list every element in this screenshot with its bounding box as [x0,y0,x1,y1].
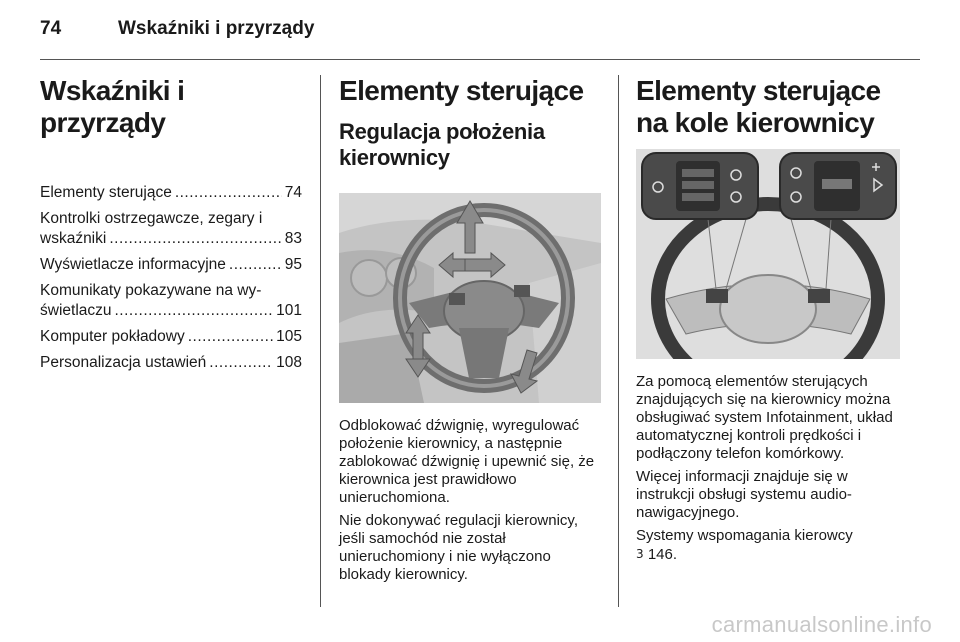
paragraph-driver-assist-ref [636,527,902,564]
toc-entry-title-line: Kontrolki ostrzegawcze, zegary i [40,210,263,227]
paragraph-adjust-instructions: Odblokować dźwignię, wyregulować położenie kierownicy, a następnie zablokować dźwignię i upewnić się, że kierownica jest prawidłowo unieruchomiona. [339,417,595,506]
watermark: carmanualsonline.info [711,612,932,637]
paragraph-audio-info: Więcej informacji znajduje się w instrukcji obsługi systemu audio-nawigacyjnego. [636,468,852,521]
paragraph-wheel-controls: Za pomocą elementów sterujących znajdujących się na kierownicy można obsługiwać system Infotainment, układ automatycznej kontroli prędkości i podłączony telefon komórkowy. [636,373,893,462]
section-heading: Elementy sterujące na kole kierownicy [636,75,881,138]
column-wheel-controls [636,75,902,564]
toc-entry-trip-computer[interactable] [40,327,302,347]
section-heading: Elementy sterujące [339,75,584,106]
column-steering-adjust [339,75,601,584]
toc-leader-dots [209,353,273,373]
steering-adjust-drawing [339,193,601,403]
toc-entry-title: Wyświetlacze informacyjne [40,256,226,273]
toc-entry-personalization[interactable] [40,353,302,373]
toc-entry-title: Elementy sterujące [40,184,172,201]
toc-entry-title-line: Komunikaty pokazywane na wy- [40,282,262,299]
toc-entry-page: 95 [284,256,302,273]
page-header [40,18,920,54]
toc-leader-dots [188,327,273,347]
column-divider-2 [618,75,619,607]
reference-page[interactable]: 146. [647,546,678,563]
toc-entry-line [40,183,302,203]
toc-leader-dots [115,301,274,321]
toc-entry-line [40,255,302,275]
toc-entry-line [40,353,302,373]
table-of-contents [40,183,302,373]
toc-entry-page: 108 [276,354,302,371]
header-title: Wskaźniki i przyrządy [118,18,315,39]
page-ref-icon: 3 [636,547,644,561]
toc-entry-line [40,327,302,347]
toc-entry-warning-lights[interactable] [40,209,302,249]
toc-entry-page: 83 [284,230,302,247]
toc-leader-dots [175,183,282,203]
toc-entry-page: 101 [276,302,302,319]
chapter-heading: Wskaźniki i przyrządy [40,75,185,138]
toc-entry-controls[interactable] [40,183,302,203]
wheel-controls-drawing [636,149,900,359]
toc-leader-dots [109,229,281,249]
toc-entry-title: świetlaczu [40,302,112,319]
toc-entry-page: 105 [276,328,302,345]
toc-entry-line [40,301,302,321]
toc-leader-dots [229,255,282,275]
toc-entry-title: wskaźniki [40,230,107,247]
toc-entry-messages[interactable] [40,281,302,321]
toc-entry-line [40,229,302,249]
steering-adjust-illustration [339,193,601,403]
toc-entry-title: Personalizacja ustawień [40,354,207,371]
toc-entry-info-displays[interactable] [40,255,302,275]
column-toc [40,75,302,379]
page-number: 74 [40,18,62,39]
toc-entry-page: 74 [284,184,302,201]
reference-text: Systemy wspomagania kierowcy [636,527,853,544]
subsection-heading: Regulacja położenia kierownicy [339,119,545,170]
paragraph-adjust-warning: Nie dokonywać regulacji kierownicy, jeśli samochód nie został unieruchomiony i nie wyłączono blokady kierownicy. [339,512,578,583]
column-divider-1 [320,75,321,607]
toc-entry-title: Komputer pokładowy [40,328,185,345]
header-rule [40,59,920,60]
wheel-controls-illustration [636,149,900,359]
